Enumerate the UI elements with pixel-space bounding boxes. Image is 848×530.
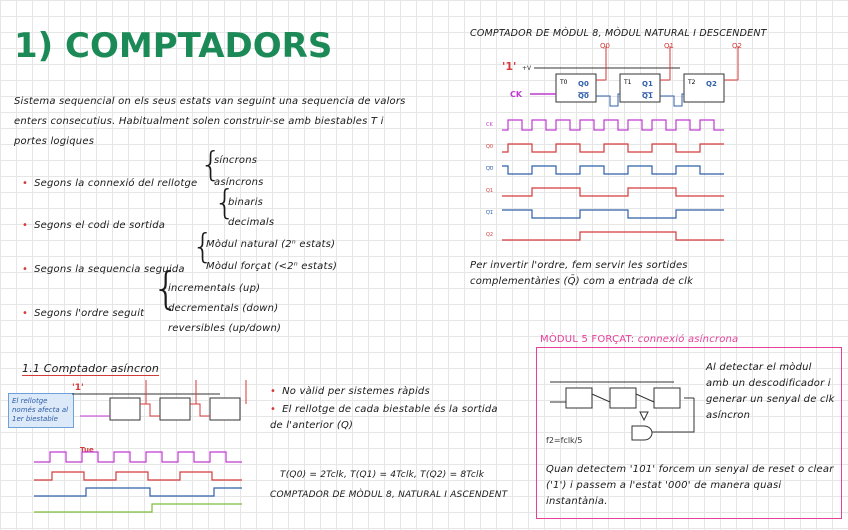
down-counter-circuit	[480, 40, 780, 112]
feedback-wire-q0bar	[596, 94, 620, 106]
bullet-option: síncrons	[214, 155, 258, 166]
flip-flop-t2	[210, 398, 240, 420]
ck-waveform	[34, 452, 242, 462]
forced-module-circuit	[544, 372, 700, 442]
ff-output-label: Q1	[642, 80, 653, 88]
bullet-option: decrementals (down)	[168, 303, 279, 314]
inverter-icon	[640, 412, 648, 420]
bullet-label: Segons l'ordre seguit	[34, 308, 145, 319]
intro-paragraph: Sistema sequencial on els seus estats van seguint una sequencia de valors enters consecutius. Habitualment solen construir-se amb biestables T i portes logiques	[14, 96, 406, 147]
bullet-dot: •	[22, 178, 29, 189]
forced-module-text-1: Al detectar el mòdul amb un descodificador i generar un senyal de clk asíncron	[706, 362, 835, 421]
clock-callout: El rellotge només afecta al 1er biestable	[8, 393, 74, 428]
and-gate-icon	[632, 426, 652, 440]
bullet-dot: •	[270, 386, 277, 397]
down-counter-heading: COMPTADOR DE MÒDUL 8, MÒDUL NATURAL I DESCENDENT	[470, 28, 767, 39]
q-top-label: Q2	[732, 42, 742, 50]
brace-icon: {	[152, 263, 180, 314]
bullet-option: binaris	[228, 197, 264, 208]
ff-label: T0	[560, 79, 568, 86]
ck-waveform	[502, 120, 724, 130]
async-bullet-text: El rellotge de cada biestable és la sortida de l'anterior (Q)	[270, 404, 498, 431]
ff-label: T2	[688, 79, 696, 86]
bullet-option: decimals	[228, 217, 275, 228]
flip-flop-t0	[110, 398, 140, 420]
ripple-wire	[140, 404, 160, 416]
q-top-label: Q1	[664, 42, 674, 50]
output-wire	[592, 394, 610, 402]
flip-flop-t1	[160, 398, 190, 420]
bullet-label: Segons la connexió del rellotge	[34, 178, 198, 189]
section-1-1-heading: 1.1 Comptador asíncron	[22, 362, 160, 375]
q1-waveform	[502, 188, 724, 196]
q1bar-waveform	[502, 210, 724, 218]
invert-order-note: Per invertir l'ordre, fem servir les sortides complementàries (Q̄) com a entrada de clk	[470, 260, 694, 287]
brace-icon: {	[200, 145, 222, 185]
ck-label: CK	[510, 90, 523, 99]
one-label: '1'	[502, 60, 517, 73]
bullet-option: reversibles (up/down)	[168, 323, 282, 334]
bullet-option: Mòdul natural (2ⁿ estats)	[206, 239, 336, 250]
vcc-label: +V	[522, 65, 532, 72]
signal-label: Q0	[486, 144, 494, 150]
bullet-order	[22, 308, 144, 319]
async-bullet	[270, 384, 500, 400]
flip-flop-t0	[566, 388, 592, 408]
bullet-label: Segons la sequencia seguida	[34, 264, 185, 275]
bullet-dot: •	[270, 404, 277, 415]
signal-label: Q2	[486, 232, 494, 238]
forced-module-title-main: MÒDUL 5 FORÇAT:	[540, 334, 635, 345]
flip-flop-t1	[610, 388, 636, 408]
q2-waveform	[502, 232, 724, 240]
bullet-dot: •	[22, 220, 29, 231]
async-bullet-text: No vàlid per sistemes ràpids	[282, 386, 430, 397]
async-counter-circuit	[70, 376, 260, 428]
bullet-dot: •	[22, 264, 29, 275]
signal-label: Q1	[486, 210, 494, 216]
classification-list	[22, 145, 362, 340]
period-formula: T(Q0) = 2Tclk, T(Q1) = 4Tclk, T(Q2) = 8Tclk	[280, 470, 485, 480]
signal-label: Q0	[486, 166, 494, 172]
frequency-formula: f2=fclk/5	[546, 436, 583, 445]
brace-icon: {	[192, 227, 214, 267]
forced-module-title	[540, 334, 738, 345]
async-bullet-list	[270, 384, 500, 434]
q-top-label: Q0	[600, 42, 610, 50]
ff-output-bar-label: Q1	[642, 92, 653, 100]
feedback-wire-q1bar	[660, 94, 684, 106]
bullet-output-code	[22, 220, 165, 231]
ff-output-bar-label: Q0	[578, 92, 589, 100]
q2-waveform	[34, 504, 242, 512]
signal-label: CK	[486, 122, 493, 128]
bullet-option: incrementals (up)	[168, 283, 261, 294]
ff-output-label: Q2	[706, 80, 717, 88]
bullet-dot: •	[22, 308, 29, 319]
ff-output-label: Q0	[578, 80, 589, 88]
async-counter-caption: COMPTADOR DE MÒDUL 8, NATURAL I ASCENDENT	[270, 490, 508, 500]
down-counter-timing	[484, 116, 744, 246]
output-wire	[636, 394, 654, 402]
forced-module-title-note: connexió asíncrona	[637, 334, 739, 345]
bullet-option: asíncrons	[214, 177, 264, 188]
q1-waveform	[34, 488, 242, 496]
q0bar-waveform	[502, 166, 724, 174]
q0-waveform	[34, 472, 242, 480]
ripple-wire	[190, 404, 210, 416]
q0-waveform	[502, 144, 724, 152]
flip-flop-t2	[654, 388, 680, 408]
bullet-option: Mòdul forçat (<2ⁿ estats)	[206, 261, 338, 272]
ff-label: T1	[624, 79, 632, 86]
async-bullet	[270, 402, 500, 434]
forced-module-text-2: Quan detectem '101' forcem un senyal de reset o clear ('1') i passem a l'estat '000' de manera quasi instantània.	[546, 464, 834, 507]
brace-icon: {	[214, 183, 236, 223]
signal-label: Q1	[486, 188, 494, 194]
one-label: '1'	[72, 383, 84, 393]
async-counter-timing	[30, 444, 260, 516]
tue-label: Tue	[80, 446, 94, 454]
page-title: 1) COMPTADORS	[14, 26, 333, 66]
bullet-label: Segons el codi de sortida	[34, 220, 166, 231]
bullet-clock-connection	[22, 178, 197, 189]
